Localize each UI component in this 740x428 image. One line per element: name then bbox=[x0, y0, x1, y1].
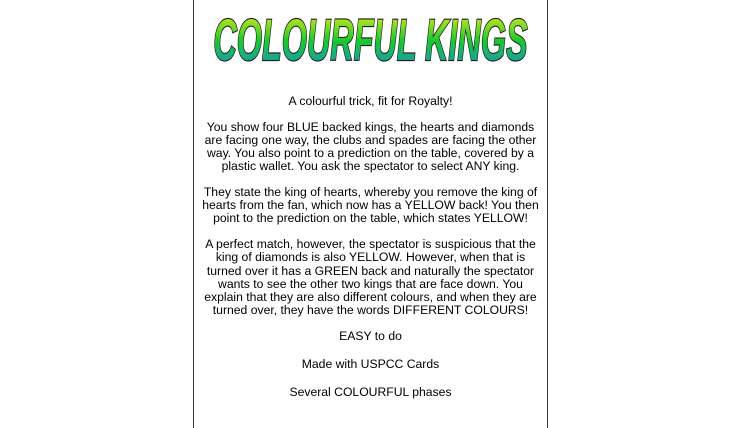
title-logo bbox=[194, 0, 547, 90]
paragraph-2: They state the king of hearts, whereby you remove the king of hearts from the fan, which now has a YELLOW back! You then point to the prediction on the table, which states YELLOW! bbox=[202, 185, 539, 226]
paragraph-3: A perfect match, however, the spectator is suspicious that the king of diamonds is also YELLOW. However, when that is turned over it has a GREEN back and naturally the spectator wants to see the other two kings that are face down. You explain that they are also different colours, and when they are turned over, they have the words DIFFERENT COLOURS! bbox=[204, 237, 537, 318]
document-page bbox=[193, 0, 548, 428]
feature-cards: Made with USPCC Cards bbox=[301, 357, 440, 372]
feature-easy: EASY to do bbox=[339, 328, 402, 343]
intro-line: A colourful trick, fit for Royalty! bbox=[288, 94, 453, 108]
logo-text: COLOURFUL KINGS bbox=[213, 8, 528, 74]
description-text bbox=[202, 95, 539, 414]
feature-phases: Several COLOURFUL phases bbox=[289, 385, 452, 400]
title-logo-graphic bbox=[194, 0, 547, 90]
paragraph-1: You show four BLUE backed kings, the hearts and diamonds are facing one way, the clubs and spades are facing the other way. You also point to a prediction on the table, covered by a plastic wallet. You ask the spectator to select ANY king. bbox=[204, 119, 537, 174]
